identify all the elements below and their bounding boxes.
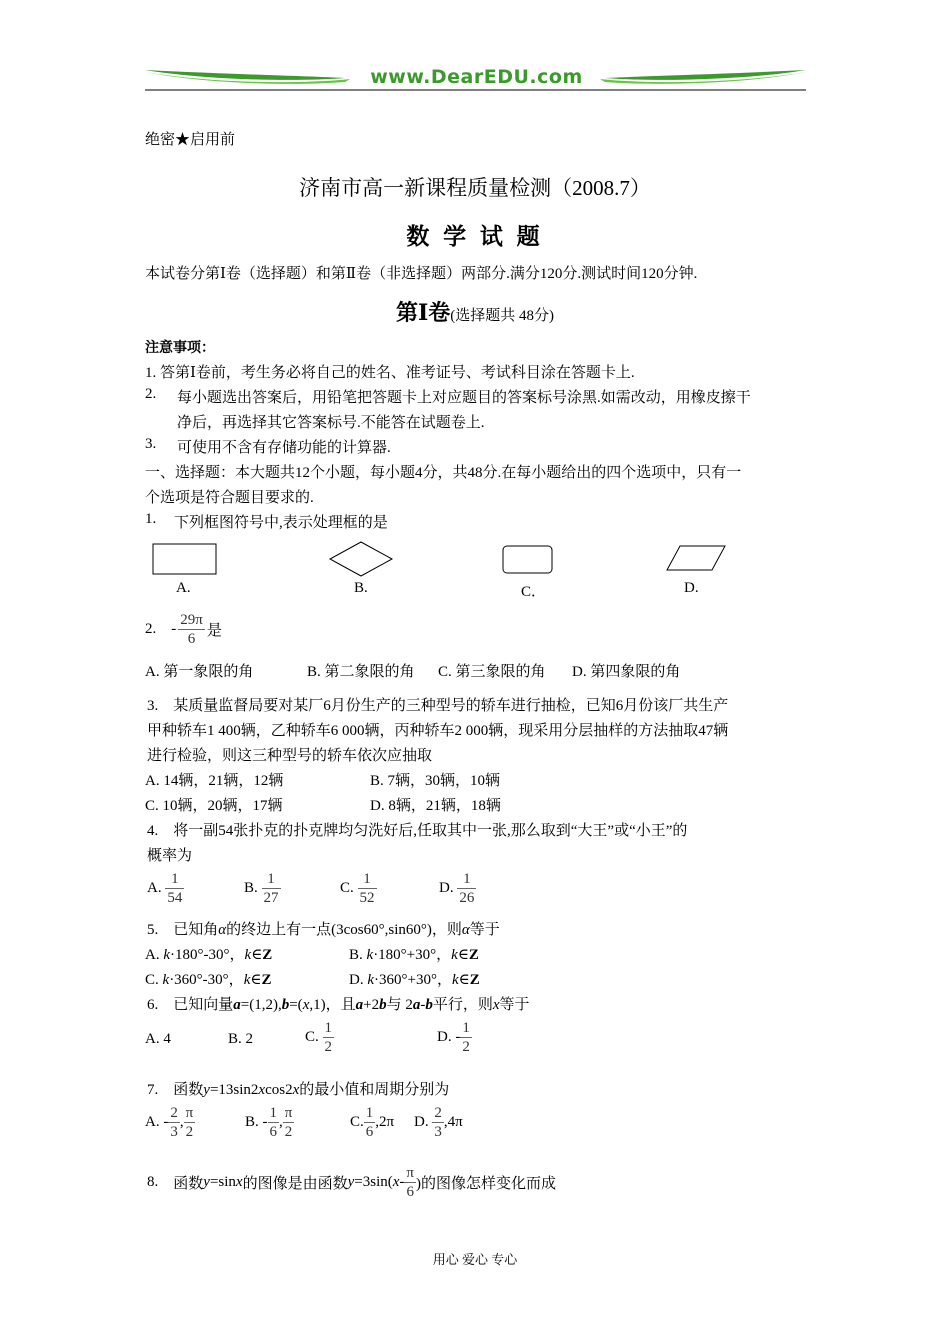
q4-option-b-label: B. [244,880,258,896]
q3-line-2: 甲种轿车1 400辆，乙种轿车6 000辆，丙种轿车2 000辆，现采用分层抽样的方法抽取47辆 [147,723,729,739]
notes-item-2-number: 2. [145,386,157,402]
q8-fraction [404,1164,416,1201]
q7-a-n1: 2 [170,1105,178,1121]
q8-s3: 的图像是由函数 [242,1176,348,1192]
q2-option-a: A. 第一象限的角 [145,664,254,680]
q3-option-a: A. 14辆，21辆，12辆 [145,773,284,789]
q5-b-z: Z [468,947,479,963]
q4-option-c [340,870,377,907]
q7-b-n2: π [284,1105,293,1121]
part1-heading [0,296,950,327]
q5-b-k: k [366,947,374,963]
q1-option-a-label: A. [176,580,191,596]
notes-item-2-line-2: 净后，再选择其它答案标号.不能答在试题卷上. [177,415,485,431]
q5-d-k2: k [451,972,459,988]
q7-s1: 函数 [173,1082,204,1098]
q5-stem-b: 的终边上有一点(3cos60°,sin60°)，则 [226,922,462,938]
q2-stem [145,611,222,648]
q5-b-k2: k [451,947,458,963]
q5-d-z: Z [469,972,480,988]
q5-b-body: ·180°+30°， [373,947,452,963]
q6-c-num: 1 [324,1020,333,1036]
q6-c-den: 2 [324,1039,333,1055]
q4-c-den: 52 [359,890,375,906]
q2-fraction [178,611,205,648]
q8-s6: )的图像怎样变化而成 [415,1176,556,1192]
q1-option-b-label: B. [354,580,368,596]
q5-stem-c: 等于 [469,922,500,938]
q5-a-z: Z [262,947,273,963]
q6-d-label: D. - [437,1029,461,1045]
q3-line-1: 3. 某质量监督局要对某厂6月份生产的三种型号的轿车进行抽检，已知6月份该厂共生产 [147,698,729,714]
q4-option-b-fraction [262,870,281,907]
notes-item-3: 可使用不含有存储功能的计算器. [177,440,391,456]
q7-b-sep: , [279,1114,283,1130]
q7-s2: =13sin2 [209,1082,259,1098]
q7-d-n1: 2 [434,1105,442,1121]
q6-s2: =(1,2), [240,997,282,1013]
q8-s5: - [399,1174,405,1190]
q5-d-body: ·360°+30°， [374,972,452,988]
q6-s1: 已知向量 [173,997,234,1013]
q2-number: 2. [145,621,157,637]
process-box-shape [153,544,216,574]
q6-vec-b-3: b [425,997,433,1013]
q6-d-den: 2 [462,1039,470,1055]
q5-a-label: A. [145,947,160,963]
notes-item-3-number: 3. [145,436,157,452]
q5-c-k: k [162,972,170,988]
q8-x-2: x [392,1174,400,1190]
q7-a-frac-2 [184,1104,196,1141]
q5-c-label: C. [145,972,159,988]
q7-option-b [245,1104,294,1141]
q7-c-label: C. [350,1114,364,1130]
q8-stem [147,1164,556,1201]
q6-number: 6. [147,997,159,1013]
q7-option-a [145,1104,195,1141]
parallelogram-shape [667,546,725,570]
site-logo-text: www.DearEDU.com [370,66,583,88]
q6-d-fraction [460,1019,472,1056]
q1-option-c-label: C． [521,584,547,600]
notes-item-2-line-1: 每小题选出答案后，用铅笔把答题卡上对应题目的答案标号涂黑.如需改动，用橡皮擦干 [177,390,751,406]
q2-frac-den: 6 [187,631,196,647]
notes-heading: 注意事项： [145,340,215,356]
q5-d-label: D. [349,972,364,988]
q1-flowchart-shapes [0,540,950,590]
q4-option-b [244,870,281,907]
q6-d-num: 1 [462,1020,470,1036]
decision-diamond-shape [330,542,392,576]
q8-x: x [235,1174,243,1190]
q7-b-n1: 1 [269,1105,277,1121]
q7-a-sep: , [179,1114,184,1130]
q8-y: y [203,1174,210,1190]
q6-c-label: C. [305,1029,319,1045]
q3-option-b: B. 7辆，30辆，10辆 [370,773,501,789]
q2-option-b: B. 第二象限的角 [307,664,415,680]
q8-s2: =sin [209,1174,236,1190]
q3-option-d: D. 8辆，21辆，18辆 [370,798,501,814]
q6-s6: 与 2 [386,997,413,1013]
q5-d-k: k [367,972,375,988]
q6-vec-a: a [233,997,241,1013]
q6-s7: - [420,997,426,1013]
q7-b-label: B. - [245,1114,268,1130]
q5-c-k2: k [243,972,251,988]
q5-c-body: ·360°-30°， [169,972,244,988]
q7-x: x [258,1082,266,1098]
rounded-box-shape [503,546,552,573]
q8-frac-den: 6 [406,1184,414,1200]
q4-option-c-fraction [358,870,377,907]
q8-s1: 函数 [173,1176,204,1192]
q2-minus: - [171,621,177,637]
q4-option-c-label: C. [340,880,354,896]
q5-option-c [145,968,271,989]
q5-c-z: Z [261,972,272,988]
intro-text: 本试卷分第Ⅰ卷（选择题）和第Ⅱ卷（非选择题）两部分.满分120分.测试时间120分钟. [145,266,698,282]
q5-a-in: ∈ [251,947,263,963]
q7-x-2: x [292,1082,300,1098]
q7-s4: 的最小值和周期分别为 [299,1082,450,1098]
q7-c-frac [364,1104,376,1141]
q2-option-d: D. 第四象限的角 [572,664,681,680]
part1-title: 第Ⅰ卷 [395,300,451,325]
q2-option-c: C. 第三象限的角 [438,664,546,680]
q6-vec-a-3: a [412,997,421,1013]
q7-a-frac-1 [168,1104,180,1141]
q5-a-body: ·180°-30°， [170,947,245,963]
q8-number: 8. [147,1174,159,1190]
q7-number: 7. [147,1082,159,1098]
q3-line-3: 进行检验，则这三种型号的轿车依次应抽取 [147,748,433,764]
q7-d-label: D. [414,1114,429,1130]
q5-b-in: ∈ [457,947,469,963]
q5-a-k: k [163,947,171,963]
q7-a-n2: π [185,1105,194,1121]
q2-tail: 是 [206,623,222,639]
secret-label: 绝密★启用前 [145,132,236,148]
q4-d-num: 1 [457,870,476,889]
q8-s4: =3sin( [354,1174,393,1190]
q6-option-b: B. 2 [228,1031,254,1047]
notes-item-1: 1. 答第Ⅰ卷前，考生务必将自己的姓名、准考证号、考试科目涂在答题卡上. [145,365,635,381]
q7-b-frac-2 [283,1104,295,1141]
q4-option-d [439,870,476,907]
header-banner [145,62,806,94]
q8-frac-num: π [406,1165,414,1181]
section1-line-1: 一、选择题：本大题共12个小题，每小题4分，共48分.在每小题给出的四个选项中，只有一 [145,465,742,481]
q5-c-in: ∈ [250,972,262,988]
page-title: 济南市高一新课程质量检测（2008.7） [299,176,651,200]
q4-option-d-label: D. [439,880,454,896]
q6-s8: 平行，则 [432,997,493,1013]
q6-vec-b-2: b [379,997,387,1013]
q8-y-2: y [347,1174,355,1190]
q7-b-d1: 6 [269,1124,277,1140]
q7-y: y [203,1082,210,1098]
q4-line-2: 概率为 [147,848,193,864]
q6-x-2: x [492,997,500,1013]
q5-option-b [349,943,479,964]
q7-c-n1: 1 [365,1105,374,1121]
q4-option-d-fraction [457,870,476,907]
q2-frac-num: 29π [180,612,203,628]
q7-s3: cos2 [265,1082,293,1098]
q5-option-d [349,968,480,989]
q5-b-label: B. [349,947,363,963]
q4-option-a-label: A. [147,880,162,896]
q5-option-a [145,943,272,964]
q4-option-a [147,870,184,907]
q6-s5: +2 [363,997,380,1013]
q7-c-d1: 6 [365,1124,374,1140]
q6-c-fraction [323,1019,335,1056]
q7-b-frac-1 [268,1104,280,1141]
q5-stem-a: 5. 已知角 [147,922,219,938]
page-footer: 用心 爱心 专心 [432,1252,518,1267]
q1-number: 1. [145,511,157,527]
q7-a-d1: 3 [170,1124,178,1140]
q7-d-frac [432,1104,444,1141]
q5-a-k2: k [244,947,252,963]
q7-a-d2: 2 [185,1124,194,1140]
q7-option-c [350,1104,394,1141]
q6-s4: ,1)，且 [309,997,356,1013]
q4-b-num: 1 [262,870,281,889]
q6-s3: =( [289,997,303,1013]
q7-option-d [414,1104,463,1141]
q6-option-a: A. 4 [145,1031,171,1047]
section1-line-2: 个选项是符合题目要求的. [145,490,314,506]
q7-a-label: A. - [145,1114,169,1130]
q4-b-den: 27 [263,890,279,906]
q4-a-den: 54 [167,890,183,906]
q5-alpha-2: α [461,922,470,938]
q5-stem [147,918,500,939]
q5-alpha: α [218,922,227,938]
q1-option-d-label: D. [684,580,699,596]
q7-b-d2: 2 [284,1124,293,1140]
q4-a-num: 1 [165,870,184,889]
q6-s9: 等于 [499,997,530,1013]
q5-d-in: ∈ [458,972,470,988]
q6-option-c [305,1019,334,1056]
q4-option-a-fraction [165,870,184,907]
q3-option-c: C. 10辆，20辆，17辆 [145,798,283,814]
q6-x: x [302,997,310,1013]
q6-stem [147,993,530,1014]
q4-line-1: 4. 将一副54张扑克的扑克牌均匀洗好后,任取其中一张,那么取到“大王”或“小王”的 [147,823,688,839]
page-subtitle: 数 学 试 题 [406,224,544,249]
q7-stem [147,1078,449,1099]
q4-d-den: 26 [459,890,475,906]
q7-d-tail: ,4π [443,1114,463,1130]
q7-c-tail: ,2π [375,1114,395,1130]
q7-d-d1: 3 [434,1124,442,1140]
q6-vec-b: b [281,997,290,1013]
q6-option-d [437,1019,472,1056]
q4-c-num: 1 [358,870,377,889]
q1-stem: 下列框图符号中,表示处理框的是 [174,515,388,531]
q6-vec-a-2: a [355,997,364,1013]
part1-note: (选择题共 48分) [450,308,555,324]
